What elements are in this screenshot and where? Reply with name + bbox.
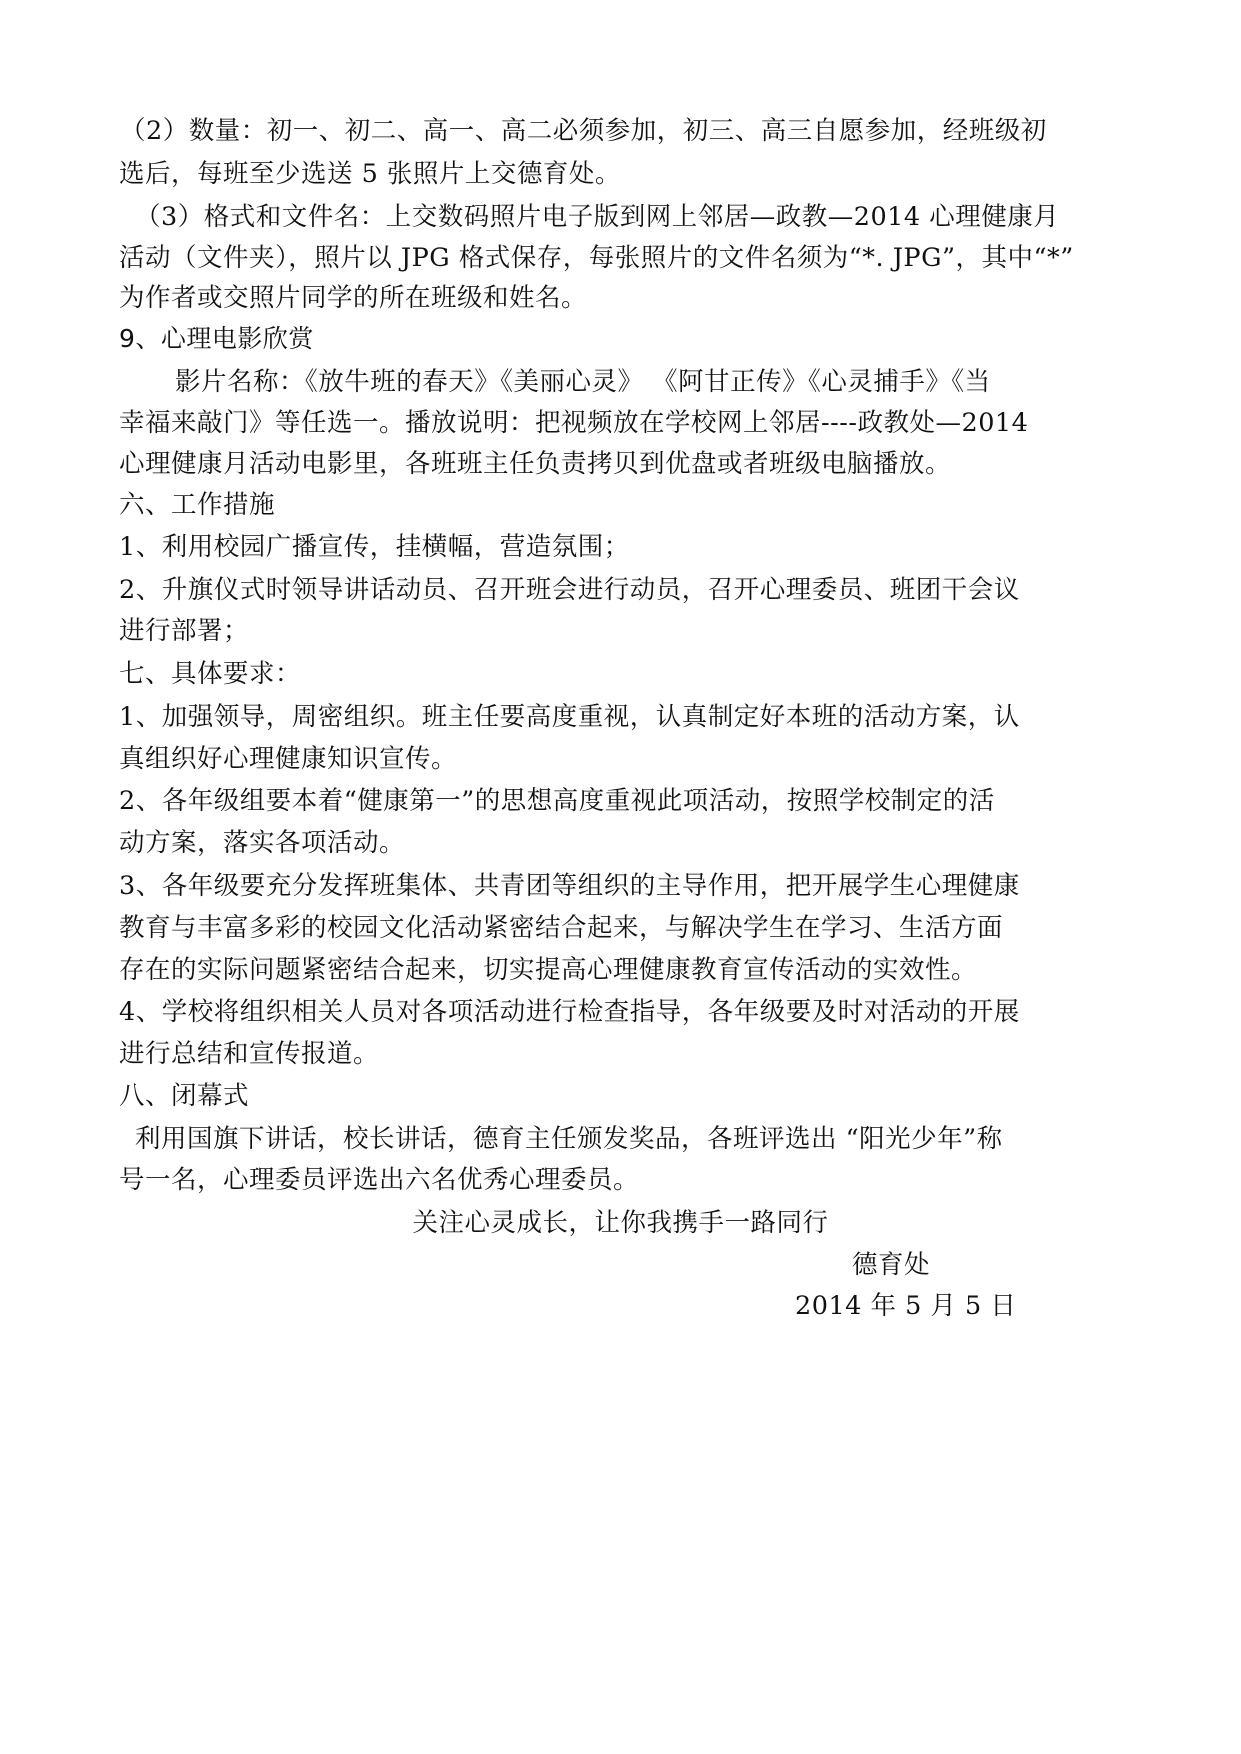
paragraph-movie-line-1: 影片名称：《放牛班的春天》《美丽心灵》 《阿甘正传》《心灵捕手》《当: [175, 367, 991, 397]
paragraph-quantity-line-1: （2）数量：初一、初二、高一、高二必须参加，初三、高三自愿参加，经班级初: [120, 116, 1047, 146]
requirement-item-3-line-2: 教育与丰富多彩的校园文化活动紧密结合起来，与解决学生在学习、生活方面: [119, 913, 1004, 943]
requirement-item-2-line-2: 动方案，落实各项活动。: [119, 828, 406, 858]
paragraph-movie-line-2: 幸福来敲门》等任选一。播放说明：把视频放在学校网上邻居----政教处—2014: [119, 408, 1029, 438]
section-heading-closing: 八、闭幕式: [119, 1081, 250, 1111]
requirement-item-2-line-1: 2、各年级组要本着“健康第一”的思想高度重视此项活动，按照学校制定的活: [119, 786, 995, 816]
measure-item-2-line-2: 进行部署；: [119, 616, 250, 646]
signature-department: 德育处: [852, 1250, 931, 1280]
paragraph-quantity-line-2: 选后，每班至少选送 5 张照片上交德育处。: [119, 159, 621, 189]
requirement-item-3-line-3: 存在的实际问题紧密结合起来，切实提高心理健康教育宣传活动的实效性。: [119, 955, 978, 985]
requirement-item-4-line-1: 4、学校将组织相关人员对各项活动进行检查指导，各年级要及时对活动的开展: [119, 997, 1020, 1027]
requirement-item-1-line-2: 真组织好心理健康知识宣传。: [119, 744, 458, 774]
section-heading-measures: 六、工作措施: [119, 490, 276, 520]
paragraph-format-line-3: 为作者或交照片同学的所在班级和姓名。: [119, 283, 588, 313]
measure-item-1: 1、利用校园广播宣传，挂横幅，营造氛围；: [119, 532, 630, 562]
paragraph-closing-line-1: 利用国旗下讲话，校长讲话，德育主任颁发奖品，各班评选出 “阳光少年”称: [135, 1124, 1003, 1154]
slogan: 关注心灵成长，让你我携手一路同行: [412, 1208, 829, 1238]
measure-item-2-line-1: 2、升旗仪式时领导讲话动员、召开班会进行动员，召开心理委员、班团干会议: [119, 575, 1020, 605]
paragraph-movie-line-3: 心理健康月活动电影里，各班班主任负责拷贝到优盘或者班级电脑播放。: [119, 449, 952, 479]
section-heading-movie: 9、心理电影欣赏: [119, 324, 314, 353]
requirement-item-4-line-2: 进行总结和宣传报道。: [119, 1039, 380, 1069]
requirement-item-3-line-1: 3、各年级要充分发挥班集体、共青团等组织的主导作用，把开展学生心理健康: [119, 871, 1020, 901]
paragraph-format-line-2: 活动（文件夹），照片以 JPG 格式保存，每张照片的文件名须为“*. JPG”，其中“*”: [119, 243, 1074, 273]
paragraph-format-line-1: （3）格式和文件名：上交数码照片电子版到网上邻居—政教—2014 心理健康月: [135, 202, 1060, 232]
paragraph-closing-line-2: 号一名，心理委员评选出六名优秀心理委员。: [119, 1165, 640, 1195]
signature-date: 2014 年 5 月 5 日: [795, 1291, 1017, 1321]
section-heading-requirements: 七、具体要求：: [119, 659, 302, 689]
requirement-item-1-line-1: 1、加强领导，周密组织。班主任要高度重视，认真制定好本班的活动方案，认: [119, 702, 1020, 732]
